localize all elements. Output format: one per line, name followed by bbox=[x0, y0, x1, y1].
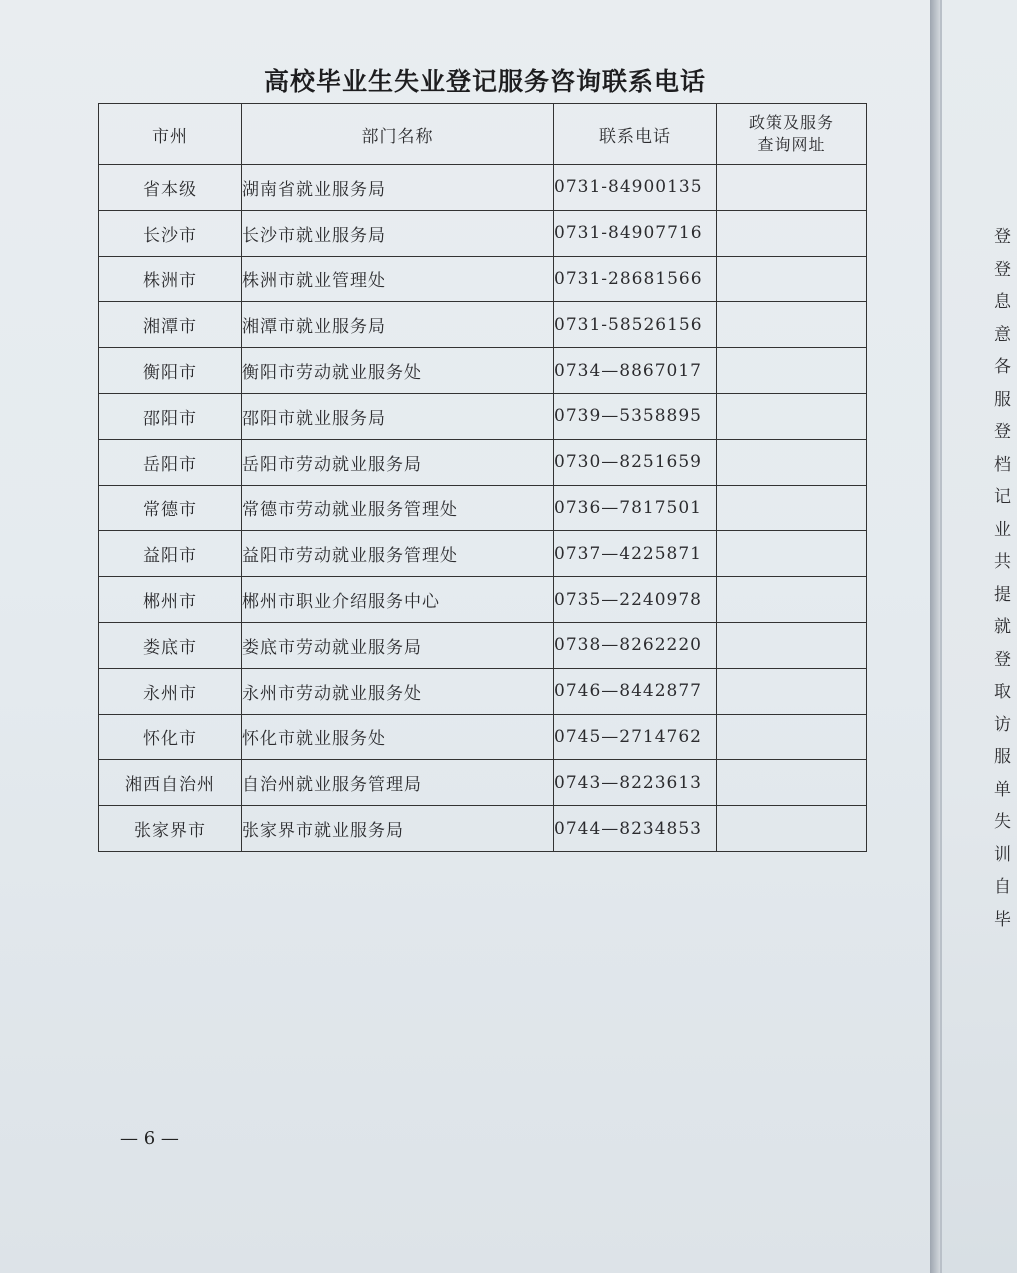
cell-phone: 0731-28681566 bbox=[554, 256, 717, 302]
adjacent-char: 单 bbox=[994, 779, 1011, 800]
cell-url bbox=[717, 806, 867, 852]
adjacent-char: 登 bbox=[994, 259, 1011, 280]
table-header-row bbox=[99, 104, 867, 165]
cell-url bbox=[717, 485, 867, 531]
cell-department: 自治州就业服务管理局 bbox=[242, 760, 554, 806]
cell-url bbox=[717, 668, 867, 714]
adjacent-char: 自 bbox=[994, 877, 1011, 897]
adjacent-char: 服 bbox=[994, 747, 1011, 767]
table-row bbox=[99, 622, 867, 668]
cell-city: 衡阳市 bbox=[99, 348, 242, 394]
adjacent-page-text-column bbox=[994, 222, 1017, 937]
cell-department: 张家界市就业服务局 bbox=[242, 806, 554, 852]
cell-city: 张家界市 bbox=[99, 806, 242, 852]
adjacent-char: 档 bbox=[994, 454, 1011, 475]
cell-department: 益阳市劳动就业服务管理处 bbox=[242, 531, 554, 577]
book-fold bbox=[930, 0, 940, 1273]
cell-department: 株洲市就业管理处 bbox=[242, 256, 554, 302]
cell-phone: 0744—8234853 bbox=[554, 806, 717, 852]
table-row bbox=[99, 256, 867, 302]
cell-department: 怀化市就业服务处 bbox=[242, 714, 554, 760]
cell-url bbox=[717, 393, 867, 439]
cell-phone: 0739—5358895 bbox=[554, 393, 717, 439]
cell-department: 郴州市职业介绍服务中心 bbox=[242, 577, 554, 623]
adjacent-char: 就 bbox=[994, 617, 1011, 637]
cell-city: 怀化市 bbox=[99, 714, 242, 760]
table-row bbox=[99, 668, 867, 714]
table-row bbox=[99, 760, 867, 806]
table-row bbox=[99, 210, 867, 256]
cell-phone: 0738—8262220 bbox=[554, 622, 717, 668]
cell-phone: 0745—2714762 bbox=[554, 714, 717, 760]
cell-city: 岳阳市 bbox=[99, 439, 242, 485]
cell-department: 常德市劳动就业服务管理处 bbox=[242, 485, 554, 531]
cell-url bbox=[717, 348, 867, 394]
cell-city: 湘西自治州 bbox=[99, 760, 242, 806]
adjacent-char: 访 bbox=[994, 714, 1011, 735]
header-department: 部门名称 bbox=[242, 104, 554, 165]
cell-phone: 0731-84907716 bbox=[554, 210, 717, 256]
table-row bbox=[99, 714, 867, 760]
adjacent-char: 登 bbox=[994, 649, 1011, 670]
header-url-line2: 查询网址 bbox=[757, 135, 826, 154]
table-row bbox=[99, 393, 867, 439]
cell-city: 永州市 bbox=[99, 668, 242, 714]
adjacent-char: 登 bbox=[994, 227, 1011, 247]
page-title: 高校毕业生失业登记服务咨询联系电话 bbox=[263, 67, 706, 96]
cell-department: 长沙市就业服务局 bbox=[242, 210, 554, 256]
cell-city: 郴州市 bbox=[99, 577, 242, 623]
cell-city: 长沙市 bbox=[99, 210, 242, 256]
cell-department: 岳阳市劳动就业服务局 bbox=[242, 439, 554, 485]
adjacent-char: 业 bbox=[994, 519, 1011, 540]
cell-city: 省本级 bbox=[99, 165, 242, 211]
cell-department: 永州市劳动就业服务处 bbox=[242, 668, 554, 714]
page-number: — 6 — bbox=[120, 1128, 179, 1149]
cell-url bbox=[717, 577, 867, 623]
adjacent-char: 取 bbox=[994, 682, 1011, 702]
cell-url bbox=[717, 531, 867, 577]
table-row bbox=[99, 439, 867, 485]
adjacent-char: 息 bbox=[994, 292, 1011, 312]
cell-phone: 0743—8223613 bbox=[554, 760, 717, 806]
cell-url bbox=[717, 256, 867, 302]
cell-phone: 0737—4225871 bbox=[554, 531, 717, 577]
table-row bbox=[99, 485, 867, 531]
header-city: 市州 bbox=[99, 104, 242, 165]
header-phone: 联系电话 bbox=[554, 104, 717, 165]
cell-phone: 0731-58526156 bbox=[554, 302, 717, 348]
cell-phone: 0734—8867017 bbox=[554, 348, 717, 394]
table-row bbox=[99, 302, 867, 348]
adjacent-char: 意 bbox=[994, 324, 1011, 345]
adjacent-char: 记 bbox=[994, 487, 1011, 507]
cell-department: 湘潭市就业服务局 bbox=[242, 302, 554, 348]
cell-city: 株洲市 bbox=[99, 256, 242, 302]
adjacent-char: 服 bbox=[994, 389, 1011, 410]
adjacent-char: 毕 bbox=[994, 909, 1011, 930]
cell-url bbox=[717, 622, 867, 668]
contact-table bbox=[98, 103, 867, 852]
header-url-line1: 政策及服务 bbox=[748, 113, 834, 132]
cell-department: 湖南省就业服务局 bbox=[242, 165, 554, 211]
cell-city: 湘潭市 bbox=[99, 302, 242, 348]
cell-city: 邵阳市 bbox=[99, 393, 242, 439]
cell-phone: 0736—7817501 bbox=[554, 485, 717, 531]
adjacent-char: 登 bbox=[994, 422, 1011, 442]
cell-city: 益阳市 bbox=[99, 531, 242, 577]
cell-phone: 0746—8442877 bbox=[554, 668, 717, 714]
table-row bbox=[99, 577, 867, 623]
cell-city: 娄底市 bbox=[99, 622, 242, 668]
cell-url bbox=[717, 714, 867, 760]
cell-phone: 0730—8251659 bbox=[554, 439, 717, 485]
cell-url bbox=[717, 302, 867, 348]
header-url bbox=[717, 104, 867, 165]
cell-url bbox=[717, 760, 867, 806]
cell-department: 娄底市劳动就业服务局 bbox=[242, 622, 554, 668]
cell-url bbox=[717, 165, 867, 211]
cell-department: 邵阳市就业服务局 bbox=[242, 393, 554, 439]
cell-phone: 0731-84900135 bbox=[554, 165, 717, 211]
table-row bbox=[99, 806, 867, 852]
adjacent-char: 失 bbox=[994, 812, 1011, 832]
adjacent-char: 训 bbox=[994, 844, 1011, 865]
adjacent-char: 提 bbox=[994, 584, 1011, 605]
adjacent-char: 共 bbox=[994, 552, 1011, 572]
cell-department: 衡阳市劳动就业服务处 bbox=[242, 348, 554, 394]
cell-city: 常德市 bbox=[99, 485, 242, 531]
cell-phone: 0735—2240978 bbox=[554, 577, 717, 623]
table-row bbox=[99, 531, 867, 577]
table-row bbox=[99, 348, 867, 394]
table-row bbox=[99, 165, 867, 211]
adjacent-char: 各 bbox=[994, 357, 1011, 377]
cell-url bbox=[717, 210, 867, 256]
cell-url bbox=[717, 439, 867, 485]
